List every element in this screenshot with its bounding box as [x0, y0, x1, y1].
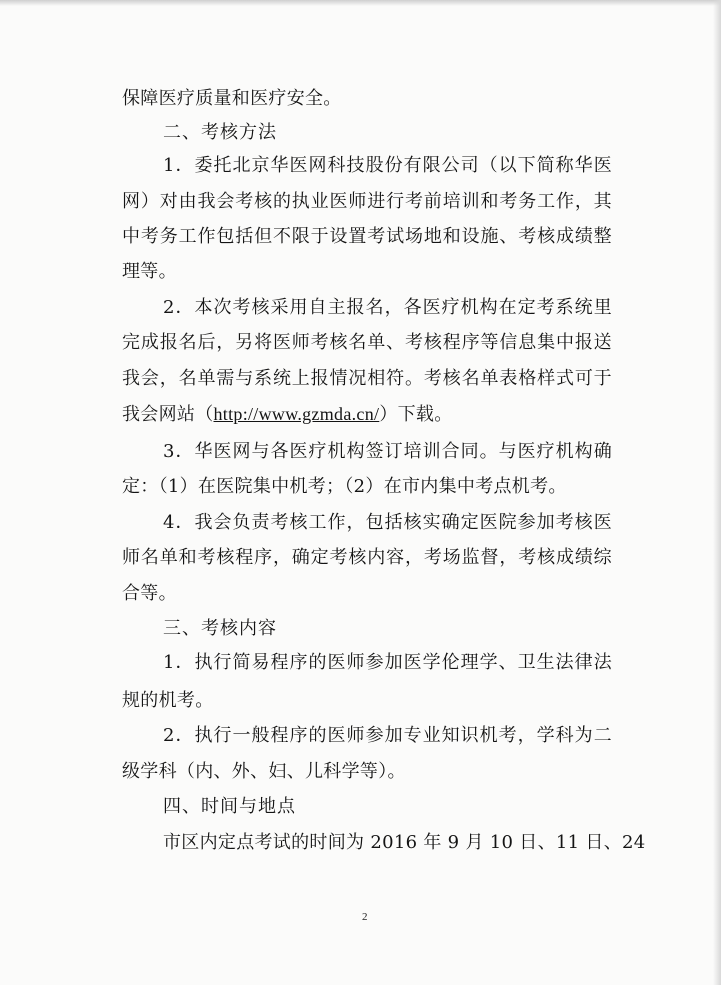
scan-shadow-top: [0, 0, 721, 6]
paragraph-line: 理等。: [122, 261, 177, 282]
paragraph-line: 1．执行简易程序的医师参加医学伦理学、卫生法律法: [163, 652, 612, 673]
paragraph-line: 2．执行一般程序的医师参加专业知识机考，学科为二: [163, 725, 612, 746]
section-heading-content: 三、考核内容: [163, 618, 277, 639]
scan-shadow-right: [713, 0, 721, 985]
paragraph-line: 保障医疗质量和医疗安全。: [122, 88, 342, 109]
paragraph-line: 市区内定点考试的时间为 2016 年 9 月 10 日、11 日、24: [163, 832, 646, 853]
paragraph-line: [122, 402, 612, 427]
paragraph-line: 定：（1）在医院集中机考；（2）在市内集中考点机考。: [122, 476, 567, 497]
section-heading-time-place: 四、时间与地点: [163, 796, 296, 817]
paragraph-line: 4．我会负责考核工作，包括核实确定医院参加考核医: [163, 512, 612, 533]
paragraph-line: 1．委托北京华医网科技股份有限公司（以下简称华医: [163, 155, 612, 176]
line-text: 我会网站（: [122, 404, 214, 425]
line-text: ）下载。: [379, 404, 453, 425]
paragraph-line: 中考务工作包括但不限于设置考试场地和设施、考核成绩整: [122, 226, 612, 247]
paragraph-line: 级学科（内、外、妇、儿科学等）。: [122, 761, 406, 782]
paragraph-line: 合等。: [122, 583, 177, 604]
paragraph-line: 2．本次考核采用自主报名，各医疗机构在定考系统里: [163, 297, 612, 318]
paragraph-line: 规的机考。: [122, 690, 214, 711]
website-link[interactable]: http://www.gzmda.cn/: [213, 404, 380, 424]
paragraph-line: 3．华医网与各医疗机构签订培训合同。与医疗机构确: [163, 441, 612, 462]
paragraph-line: 完成报名后，另将医师考核名单、考核程序等信息集中报送: [122, 332, 612, 353]
paragraph-line: 网）对由我会考核的执业医师进行考前培训和考务工作，其: [122, 191, 612, 212]
paragraph-line: 我会，名单需与系统上报情况相符。考核名单表格样式可于: [122, 368, 612, 389]
section-heading-method: 二、考核方法: [163, 122, 277, 143]
paragraph-line: 师名单和考核程序，确定考核内容，考场监督，考核成绩综: [122, 547, 612, 568]
page-number: 2: [362, 911, 368, 923]
